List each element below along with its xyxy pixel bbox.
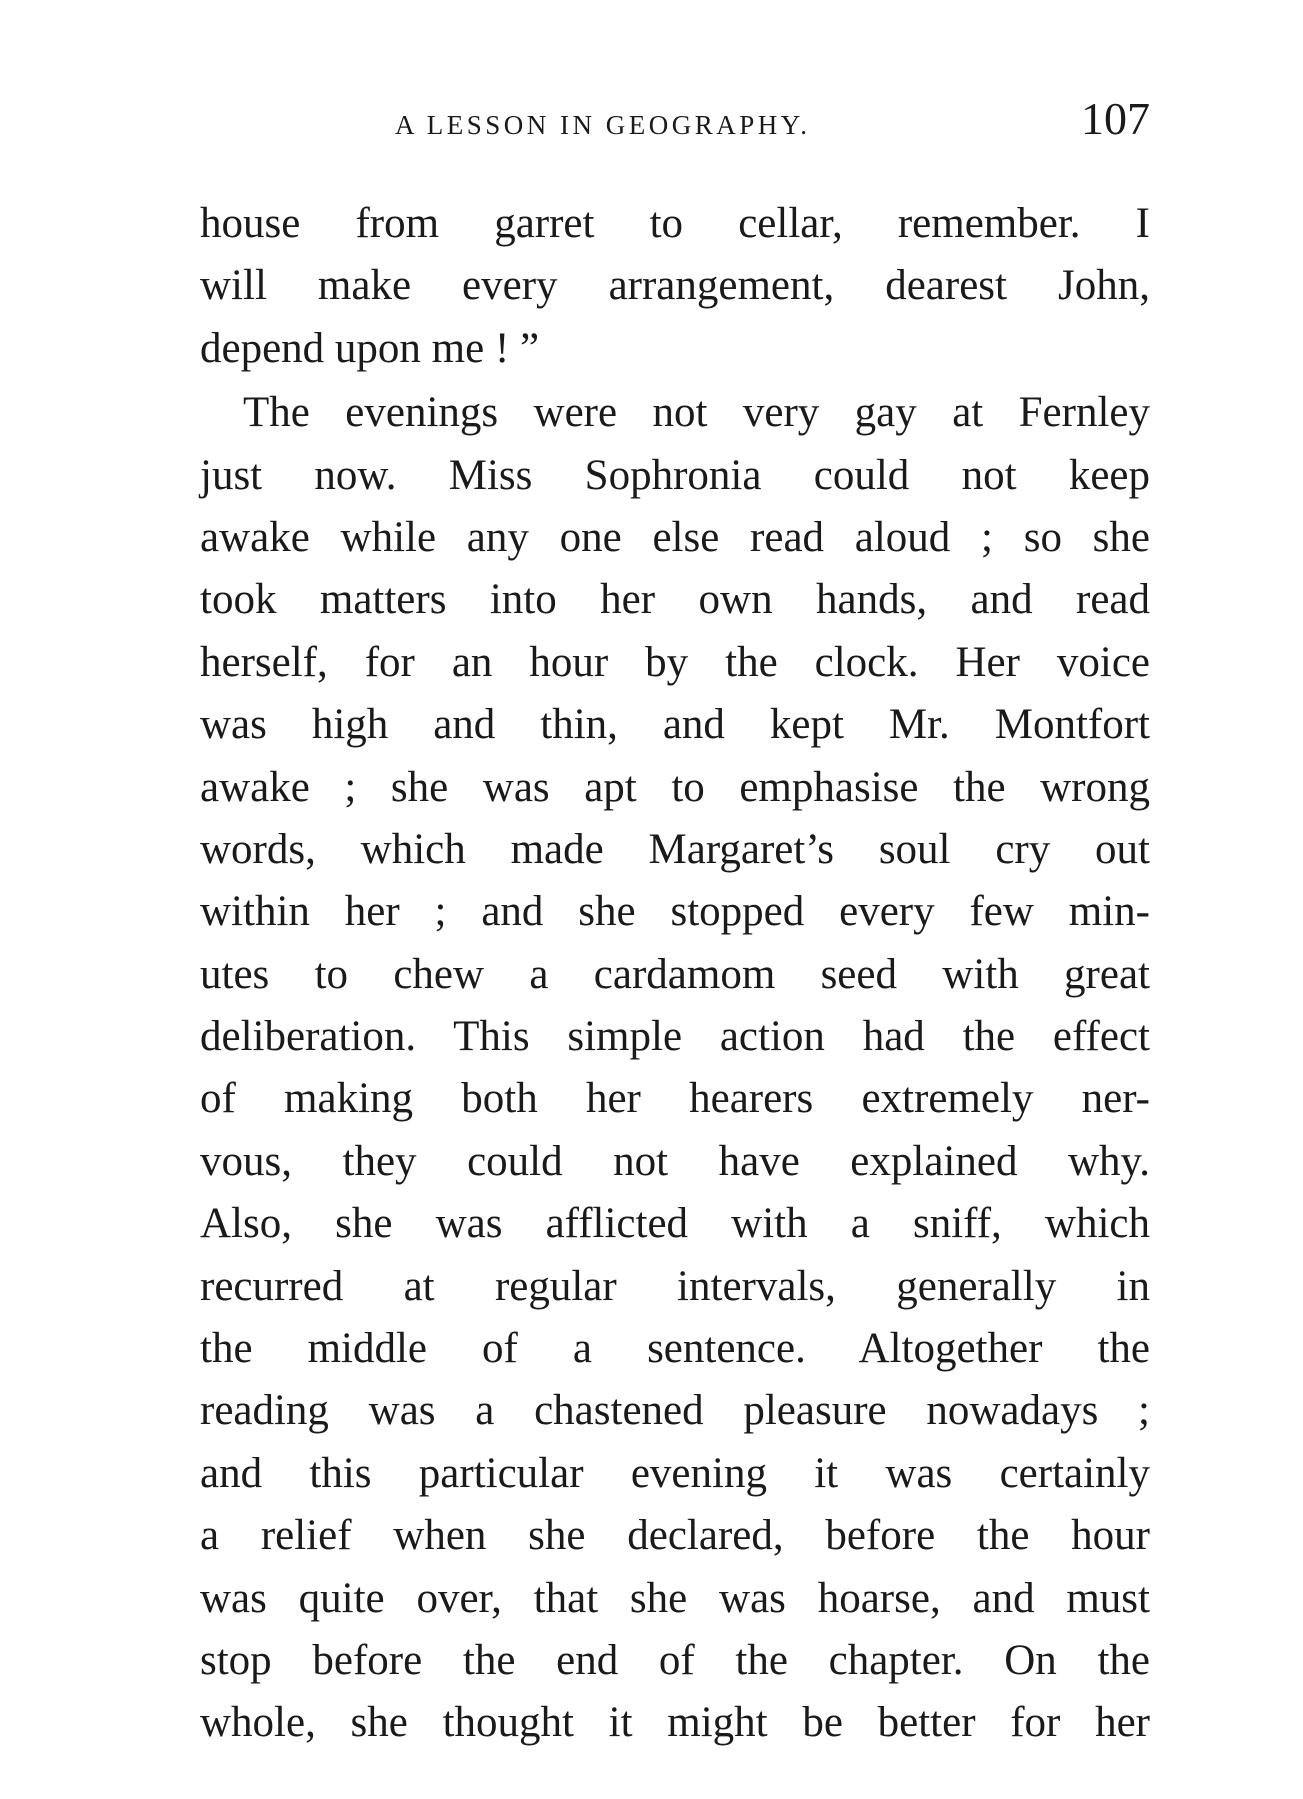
text-line: stop before the end of the chapter. On the — [200, 1636, 1150, 1684]
text-line: words, which made Margaret’s soul cry out — [200, 825, 1150, 873]
text-line: house from garret to cellar, remember. I — [200, 200, 1150, 247]
text-line: was high and thin, and kept Mr. Montfort — [200, 701, 1150, 749]
text-line: awake while any one else read aloud ; so she — [200, 513, 1150, 561]
text-line: and this particular evening it was certainly — [200, 1449, 1150, 1497]
text-line: depend upon me ! ” — [200, 324, 540, 372]
text-line: Also, she was afflicted with a sniff, which — [200, 1200, 1150, 1248]
text-line: vous, they could not have explained why. — [200, 1137, 1150, 1185]
text-line: a relief when she declared, before the hour — [200, 1512, 1150, 1560]
running-head — [200, 93, 1150, 156]
text-line: utes to chew a cardamom seed with great — [200, 950, 1150, 998]
text-line: The evenings were not very gay at Fernley — [243, 389, 1150, 437]
text-line: herself, for an hour by the clock. Her voice — [200, 638, 1150, 686]
text-line: just now. Miss Sophronia could not keep — [200, 451, 1150, 499]
text-line: within her ; and she stopped every few min- — [200, 888, 1150, 936]
text-line: whole, she thought it might be better for her — [200, 1699, 1150, 1747]
text-line: was quite over, that she was hoarse, and must — [200, 1574, 1150, 1622]
text-line: the middle of a sentence. Altogether the — [200, 1325, 1150, 1373]
page-number: 107 — [1081, 93, 1150, 144]
text-line: will make every arrangement, dearest John, — [200, 262, 1150, 310]
text-line: of making both her hearers extremely ner- — [200, 1075, 1150, 1123]
text-line: awake ; she was apt to emphasise the wrong — [200, 763, 1150, 811]
text-line: took matters into her own hands, and read — [200, 576, 1150, 624]
paragraph — [200, 382, 1150, 1755]
text-line: deliberation. This simple action had the effect — [200, 1013, 1150, 1061]
paragraph — [200, 193, 1150, 380]
running-title: A LESSON IN GEOGRAPHY. — [395, 110, 811, 140]
body-text — [200, 193, 1150, 1755]
text-line: recurred at regular intervals, generally in — [200, 1262, 1150, 1310]
text-line: reading was a chastened pleasure nowadays ; — [200, 1387, 1150, 1435]
